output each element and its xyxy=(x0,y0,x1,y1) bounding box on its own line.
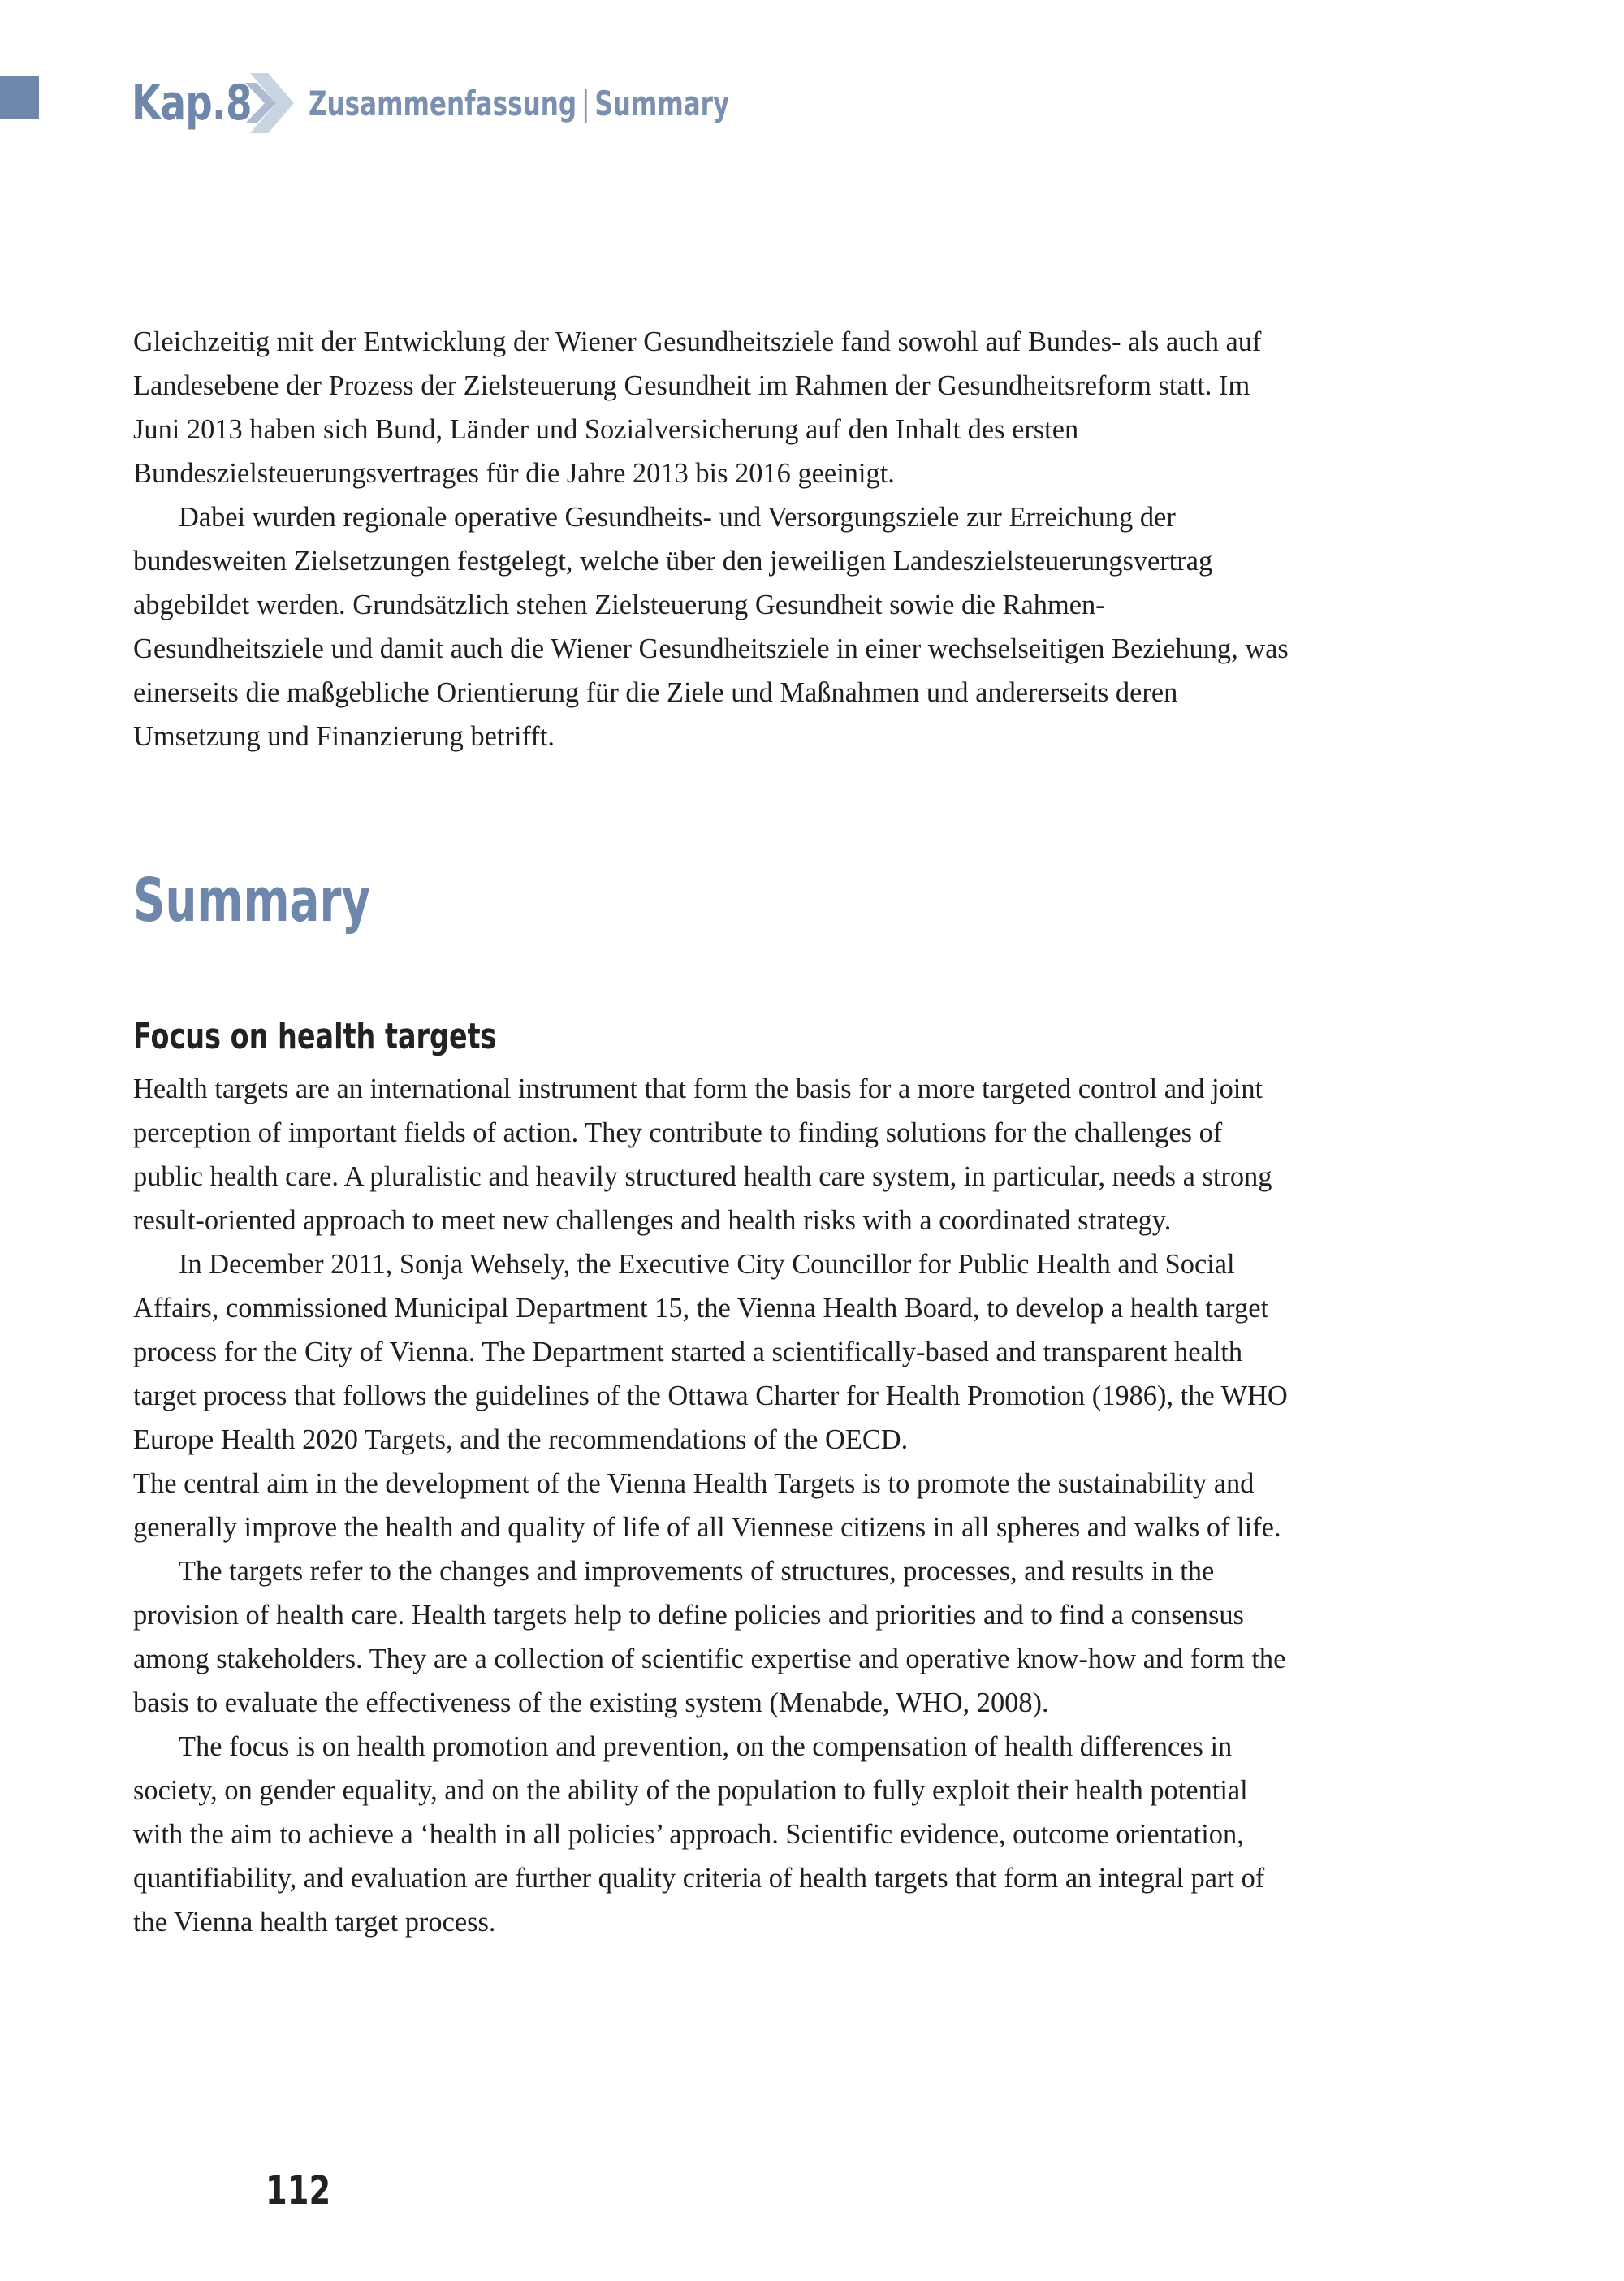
german-text-block xyxy=(133,320,1294,758)
summary-paragraph-5: The focus is on health promotion and prevention, on the compensation of health differences in society, on gender equality, and on the ability of the population to fully exploit their health potential with the aim to achieve a ‘health in all policies’ approach. Scientific evidence, outcome orientation, quantifiability, and evaluation are further quality criteria of health targets that form an integral part of the Vienna health target process. xyxy=(133,1731,1265,1938)
running-head-title xyxy=(309,84,729,123)
section-heading-summary: Summary xyxy=(133,866,371,935)
subheading-focus-on-health-targets: Focus on health targets xyxy=(133,1016,497,1057)
running-head xyxy=(132,67,877,140)
running-head-title-de: Zusammenfassung xyxy=(309,83,577,123)
chapter-label: Kap.8 xyxy=(132,75,252,132)
summary-text-block xyxy=(133,1067,1294,1944)
german-paragraph-1: Gleichzeitig mit der Entwicklung der Wiener Gesundheitsziele fand sowohl auf Bundes- als auch auf Landesebene der Prozess der Zielsteuerung Gesundheit im Rahmen der Gesundheitsreform statt. Im Juni 2013 haben sich Bund, Länder und Sozialversicherung auf den Inhalt des ersten Bundeszielsteuerungsvertrages für die Jahre 2013 bis 2016 geeinigt. xyxy=(133,326,1262,489)
page-number: 112 xyxy=(266,2168,331,2214)
summary-paragraph-3: The central aim in the development of the Vienna Health Targets is to promote the sustainability and generally improve the health and quality of life of all Viennese citizens in all spheres and walks of life. xyxy=(133,1468,1281,1543)
running-head-separator: | xyxy=(581,83,590,123)
summary-paragraph-4: The targets refer to the changes and improvements of structures, processes, and results in the provision of health care. Health targets help to define policies and priorities and to find a consensus among stakeholders. They are a collection of scientific expertise and operative know-how and form the basis to evaluate the effectiveness of the existing system (Menabde, WHO, 2008). xyxy=(133,1556,1286,1718)
double-chevron-icon xyxy=(245,67,302,140)
running-head-title-en: Summary xyxy=(594,83,730,123)
summary-paragraph-2: In December 2011, Sonja Wehsely, the Executive City Councillor for Public Health and Social Affairs, commissioned Municipal Department 15, the Vienna Health Board, to develop a health target process for the City of Vienna. The Department started a scientifically-based and transparent health target process that follows the guidelines of the Ottawa Charter for Health Promotion (1986), the WHO Europe Health 2020 Targets, and the recommendations of the OECD. xyxy=(133,1249,1288,1455)
german-paragraph-2: Dabei wurden regionale operative Gesundheits- und Versorgungsziele zur Erreichung der bundesweiten Zielsetzungen festgelegt, welche über den jeweiligen Landeszielsteuerungsvertrag abgebildet werden. Grundsätzlich stehen Zielsteuerung Gesundheit sowie die Rahmen-Gesundheitsziele und damit auch die Wiener Gesundheitsziele in einer wechselseitigen Beziehung, was einerseits die maßgebliche Orientierung für die Ziele und Maßnahmen und andererseits deren Umsetzung und Finanzierung betrifft. xyxy=(133,502,1289,752)
chapter-edge-marker xyxy=(0,76,39,119)
summary-paragraph-1: Health targets are an international instrument that form the basis for a more targeted control and joint perception of important fields of action. They contribute to finding solutions for the challenges of public health care. A pluralistic and heavily structured health care system, in particular, needs a strong result-oriented approach to meet new challenges and health risks with a coordinated strategy. xyxy=(133,1074,1272,1236)
